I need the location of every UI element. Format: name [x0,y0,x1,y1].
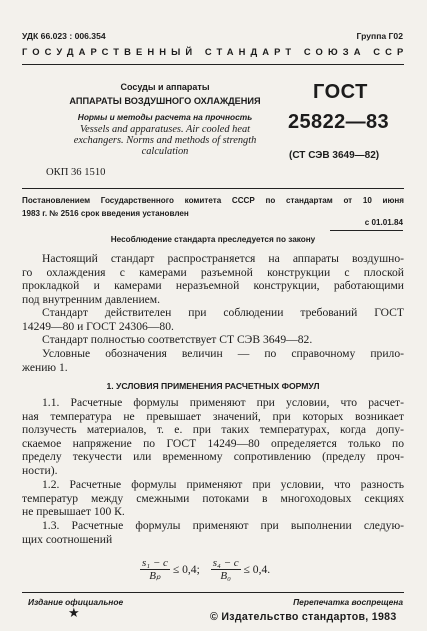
subtitle: Нормы и методы расчета на прочность [77,112,253,122]
fraction-1 [140,557,170,582]
text-line: щих соотношений [22,532,113,546]
text-line: температур между смежными потоками в многоходовых секциях [22,491,404,505]
clause-1-1 [22,396,404,478]
text-line: скаемое напряжение по ГОСТ 14249—80 определяется только по [22,436,404,450]
paragraph-scope [22,252,404,306]
group-code: Группа Г02 [356,31,403,41]
english-title-line-3: calculation [141,146,189,157]
text-line: Стандарт действителен при соблюдении требований ГОСТ [42,306,404,319]
english-title-line-2: exchangers. Norms and methods of strength [73,135,257,146]
star-icon: ★ [68,605,80,620]
fraction-1-denominator: Bₚ [149,570,161,582]
fraction-1-numerator: s₁ − c [142,557,168,569]
text-line: Настоящий стандарт распространяется на аппараты воздушно- [42,252,404,265]
text-line: ная температура не превышает значений, при которых возникает [22,409,404,423]
state-standard-heading: ГОСУДАРСТВЕННЫЙ СТАНДАРТ СОЮЗА ССР [22,46,409,57]
copyright: © Издательство стандартов, 1983 [210,611,397,623]
header-rule [22,64,404,65]
text-line: Условные обозначения величин — по справочному прило- [42,347,404,360]
fraction-2-numerator: s₄ − c [212,557,239,569]
text-line: го охлаждения с камерами разъемной конструкции с плоской [22,265,404,279]
effective-date-underline [330,230,403,231]
category-title: Сосуды и аппараты [120,82,210,92]
relation-2: ≤ 0,4. [243,563,271,576]
clause-1-3 [22,519,404,546]
main-title: АППАРАТЫ ВОЗДУШНОГО ОХЛАЖДЕНИЯ [69,96,261,106]
okp-code: ОКП 36 1510 [46,167,106,178]
fraction-2-denominator: B₀ [220,570,231,582]
text-line: пределу текучести или временному сопротивлению (пределу проч- [22,450,404,464]
english-title [30,124,300,157]
text-line: 1.1. Расчетные формулы применяют при условии, что расчет- [42,396,404,409]
text-line: 14249—80 и ГОСТ 24306—80. [22,319,174,333]
text-line: ползучесть материалов, т. е. при таких температурах, когда допу- [22,423,404,437]
decree-line-2: 1983 г. № 2516 срок введения установлен [22,209,189,218]
paragraph-notation [22,347,404,374]
text-line: под внутренним давлением. [22,292,161,306]
formula [140,557,270,582]
clause-1-2 [22,478,404,519]
decree-line-1: Постановлением Государственного комитета СССР по стандартам от 10 июня [22,196,404,205]
paragraph-compliance [22,333,404,347]
paragraph-validity [22,306,404,333]
gost-number: 25822—83 [288,111,390,133]
st-sev-reference: (СТ СЭВ 3649—82) [289,150,380,161]
english-title-line-1: Vessels and apparatuses. Air cooled heat [79,124,251,135]
relation-1: ≤ 0,4; [172,563,200,576]
law-warning: Несоблюдение стандарта преследуется по закону [110,235,316,244]
text-line: прокладкой и камерами неразъемной конструкции, работающими [22,279,404,293]
text-line: жению 1. [22,360,68,374]
title-rule [22,188,404,189]
text-line: Стандарт полностью соответствует СТ СЭВ 3649—82. [42,333,313,346]
section-1-heading: 1. УСЛОВИЯ ПРИМЕНЕНИЯ РАСЧЕТНЫХ ФОРМУЛ [106,381,320,391]
text-line: не превышает 100 К. [22,505,125,519]
text-line: 1.2. Расчетные формулы применяют при условии, что разность [42,478,404,491]
reprint-notice: Перепечатка воспрещена [293,597,403,607]
official-edition: Издание официальное [28,597,124,607]
udk-code: УДК 66.023 : 006.354 [22,31,106,41]
gost-label: ГОСТ [313,81,368,103]
text-line: 1.3. Расчетные формулы применяют при выполнении следую- [42,519,404,532]
footer-rule [22,592,404,593]
fraction-2 [211,557,241,582]
text-line: ности). [22,463,58,477]
effective-date: с 01.01.84 [364,218,403,227]
